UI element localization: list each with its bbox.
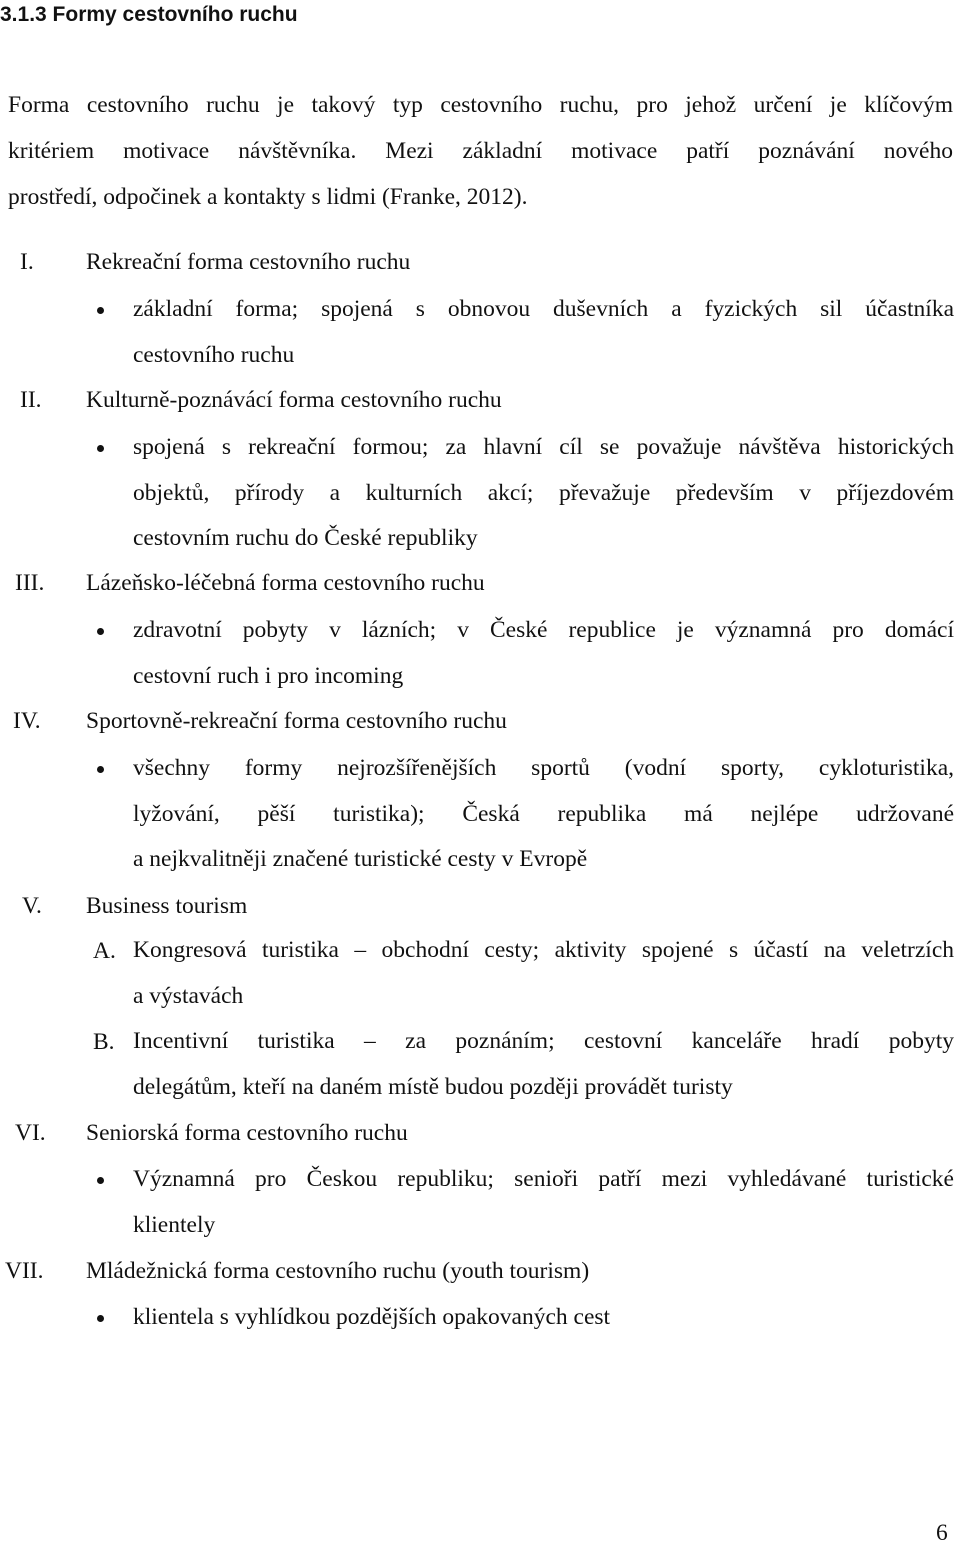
bullet-line: a nejkvalitněji značené turistické cesty v Evropě [133, 846, 588, 872]
bullet-line: zdravotní pobyty v lázních; v České republice je významná pro domácí [133, 617, 954, 643]
subitem-line: Kongresová turistika – obchodní cesty; aktivity spojené s účastí na veletrzích [133, 937, 954, 963]
section-title: Mládežnická forma cestovního ruchu (youth tourism) [86, 1258, 590, 1284]
page-number: 6 [936, 1520, 948, 1546]
bullet-line: Významná pro Českou republiku; senioři patří mezi vyhledávané turistické [133, 1166, 954, 1192]
section-numeral: V. [22, 893, 42, 919]
bullet-line: základní forma; spojená s obnovou duševních a fyzických sil účastníka [133, 296, 954, 322]
section-title: Sportovně-rekreační forma cestovního ruchu [86, 708, 507, 734]
subitem-text [133, 1019, 954, 1110]
bullet-line: všechny formy nejrozšířenějších sportů (vodní sporty, cykloturistika, [133, 755, 954, 781]
section-title: Rekreační forma cestovního ruchu [86, 249, 411, 275]
bullet-line: klientela s vyhlídkou pozdějších opakovaných cest [133, 1304, 611, 1330]
bullet-text [133, 287, 954, 378]
bullet-icon [97, 445, 104, 452]
intro-paragraph [8, 82, 953, 220]
section-numeral: III. [15, 570, 45, 596]
intro-line: Forma cestovního ruchu je takový typ cestovního ruchu, pro jehož určení je klíčovým [8, 92, 953, 118]
section-numeral: IV. [13, 708, 41, 734]
section-title: Kulturně-poznávácí forma cestovního ruchu [86, 387, 502, 413]
bullet-line: objektů, přírody a kulturních akcí; převažuje především v příjezdovém [133, 479, 954, 506]
bullet-text [133, 608, 954, 699]
intro-line: kritériem motivace návštěvníka. Mezi základní motivace patří poznávání nového [8, 138, 953, 164]
bullet-text [133, 1295, 954, 1341]
subitem-letter: A. [93, 938, 116, 964]
section-title: Lázeňsko-léčebná forma cestovního ruchu [86, 570, 485, 596]
section-numeral: VII. [5, 1258, 44, 1284]
bullet-line: cestovního ruchu [133, 341, 295, 368]
bullet-line: lyžování, pěší turistika); Česká republika má nejlépe udržované [133, 800, 954, 827]
subitem-text [133, 928, 954, 1019]
bullet-icon [97, 1177, 104, 1184]
bullet-line: klientely [133, 1211, 216, 1238]
section-numeral: I. [20, 249, 34, 275]
bullet-text [133, 746, 954, 883]
section-title: Seniorská forma cestovního ruchu [86, 1120, 408, 1146]
subitem-letter: B. [93, 1029, 115, 1055]
section-numeral: VI. [15, 1120, 46, 1146]
bullet-text [133, 1157, 954, 1248]
bullet-line: spojená s rekreační formou; za hlavní cíl se považuje návštěva historických [133, 434, 954, 460]
section-numeral: II. [20, 387, 42, 413]
bullet-icon [97, 307, 104, 314]
subitem-line: delegátům, kteří na daném místě budou později provádět turisty [133, 1073, 733, 1100]
bullet-text [133, 425, 954, 562]
subitem-line: a výstavách [133, 982, 244, 1009]
section-title: Business tourism [86, 893, 248, 919]
bullet-icon [97, 628, 104, 635]
section-heading: 3.1.3 Formy cestovního ruchu [0, 3, 298, 26]
bullet-icon [97, 766, 104, 773]
bullet-line: cestovním ruchu do České republiky [133, 525, 478, 551]
bullet-line: cestovní ruch i pro incoming [133, 662, 404, 689]
bullet-icon [97, 1315, 104, 1322]
subitem-line: Incentivní turistika – za poznáním; cestovní kanceláře hradí pobyty [133, 1028, 954, 1054]
intro-line: prostředí, odpočinek a kontakty s lidmi (Franke, 2012). [8, 184, 528, 210]
